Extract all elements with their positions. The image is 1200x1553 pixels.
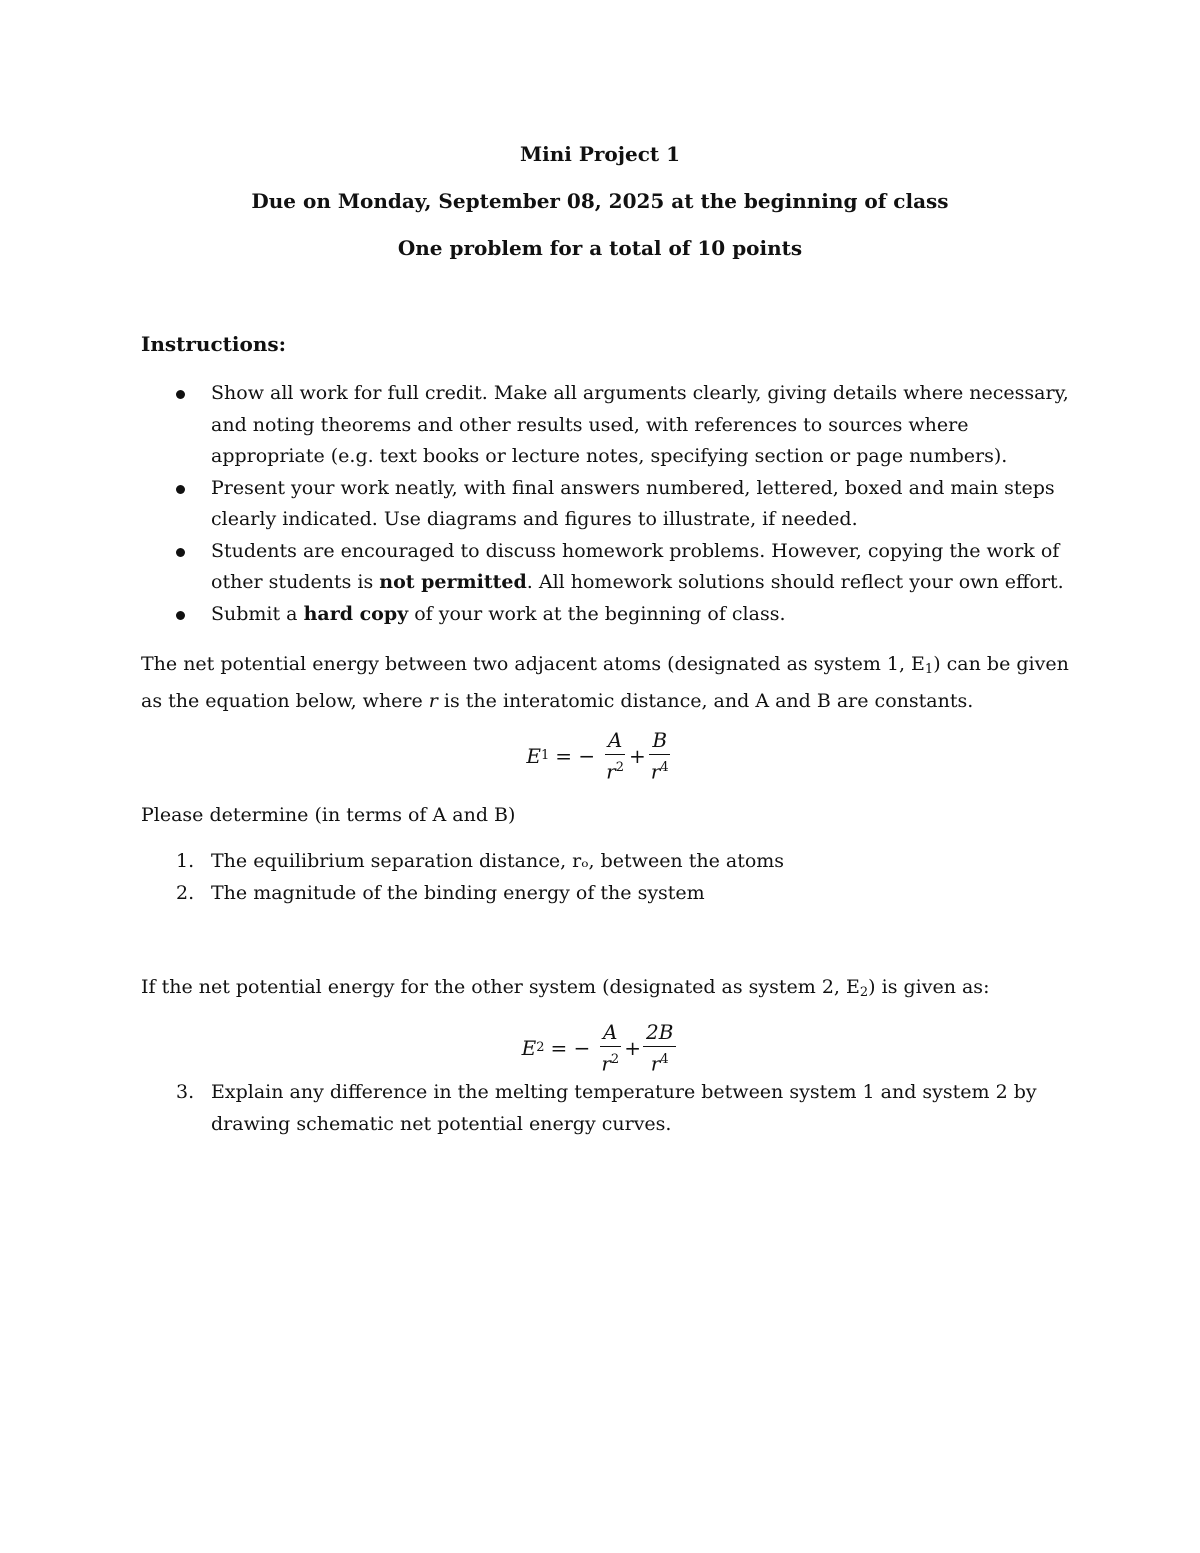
question-item: 3. Explain any difference in the melting temperature between system 1 and system 2 by drawing schematic net potential energy curves. (176, 1081, 1037, 1135)
fraction-a-over-r2: $\frac{A}{r^2}$ (601, 1020, 620, 1076)
fraction-b-over-r4: $\frac{B}{r^4}$ (650, 728, 669, 784)
bullet-icon (176, 611, 185, 620)
document-title: Mini Project 1 (519, 142, 680, 166)
bullet-icon (176, 548, 185, 557)
bullet-icon (176, 485, 185, 494)
instructions-heading: Instructions: (141, 332, 287, 356)
problem-intro: The net potential energy between two adjacent atoms (designated as system 1, E1) can be given as the equation below, where r is the interatomic distance, and A and B are constants. (141, 653, 1069, 712)
question-item: 2. The magnitude of the binding energy of the system (176, 881, 705, 904)
fraction-a-over-r2: $\frac{A}{r^2}$ (606, 728, 624, 784)
instruction-item: Present your work neatly, with final answers numbered, lettered, boxed and main steps clearly indicated. Use diagrams and figures to illustrate, if needed. (141, 473, 1071, 536)
instruction-item: Students are encouraged to discuss homework problems. However, copying the work of other students is not permitted. All homework solutions should reflect your own effort. (141, 536, 1071, 599)
determine-prompt: Please determine (in terms of A and B) (141, 804, 516, 826)
equation-system-1: E 1 = − $\frac{A}{r^2}$ + $\frac{B}{r^4}$ (0, 728, 1200, 784)
fraction-2b-over-r4: $\frac{2B}{r^4}$ (643, 1020, 676, 1076)
equation-system-2: E 2 = − $\frac{A}{r^2}$ + $\frac{2B}{r^4}$ (0, 1020, 1200, 1076)
emphasis-hard-copy: hard copy (303, 602, 409, 625)
instructions-list (141, 378, 1071, 630)
system-2-intro: If the net potential energy for the other system (designated as system 2, E2) is given as: (141, 976, 990, 1000)
question-list (141, 846, 1071, 909)
question-item: 1. The equilibrium separation distance, rₒ, between the atoms (176, 850, 785, 872)
bullet-icon (176, 390, 185, 399)
due-date: Due on Monday, September 08, 2025 at the beginning of class (251, 189, 949, 213)
emphasis-not-permitted: not permitted (379, 571, 527, 593)
instruction-item: Show all work for full credit. Make all arguments clearly, giving details where necessary, and noting theorems and other results used, with references to sources where appropriate (e.g. text books or lecture notes, specifying section or page numbers). (141, 378, 1071, 473)
instruction-item: Submit a hard copy of your work at the beginning of class. (141, 599, 1071, 631)
question-3-list (141, 1077, 1071, 1140)
points-summary: One problem for a total of 10 points (397, 236, 803, 260)
